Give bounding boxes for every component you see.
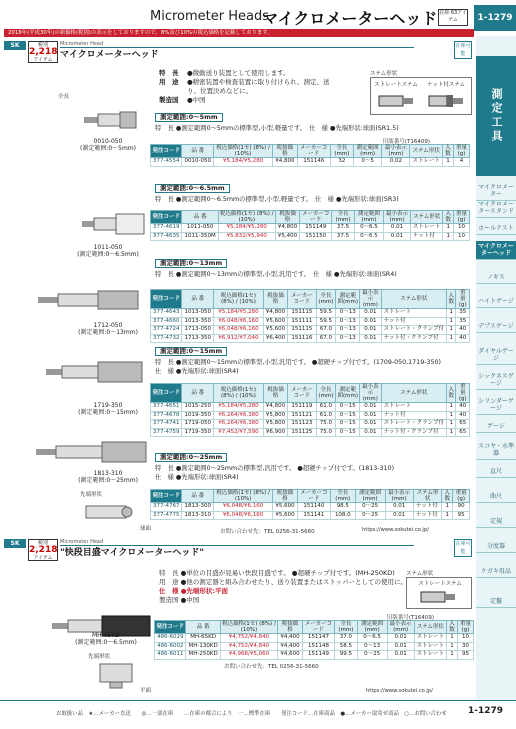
page-ref: 1-1279: [474, 5, 516, 31]
footer-page-number: 1-1279: [468, 706, 504, 716]
group-title: 測定範囲:0〜15mm: [155, 347, 227, 356]
tip-caption: 球面: [140, 526, 152, 532]
stem-diagram: ストレートステム: [406, 577, 472, 609]
sidebar-item-micrometer[interactable]: マイクロメーター: [476, 182, 516, 201]
sidebar-item-caliper[interactable]: ノギス: [476, 272, 516, 284]
group-0-6.5mm: [0, 184, 470, 244]
table-row[interactable]: 377-4660 1013-350 ¥6,048/¥6,160 ¥5,600 151111 59.5 0〜13 0.01 ナット付 1 35: [151, 317, 470, 326]
group-title: 測定範囲:0〜25mm: [155, 453, 227, 462]
group-title: 測定範囲:0〜13mm: [155, 259, 227, 268]
sidebar-item-curved-rule[interactable]: 曲尺: [476, 491, 516, 503]
sidebar-item-hole-test[interactable]: ホールテスト: [476, 223, 516, 235]
table-row[interactable]: 377-4759 1719-350 ¥7,452/¥7,590 ¥6,900 151125 75.0 0〜15 0.01 ナット付・クランプ付 1 65: [151, 428, 470, 437]
stock-status-badge: 在庫可能: [455, 43, 471, 57]
table-header-row: 発注コード 品 番 税込価格(1セ) (8%) / (10%) 税抜価格 メーカーコード 全長(mm) 測定範囲(mm) 最小表示(mm) ステム形状 入数 重量(g): [151, 384, 470, 403]
stem-shapes-icon: [371, 88, 471, 116]
price-badge: 税別 2,218 アイテム: [29, 540, 58, 561]
table-row[interactable]: 377-4775 1813-310 ¥6,048/¥6,160 ¥5,600 151141 108.0 0〜25 0.01 ナット付 1 95: [151, 511, 470, 520]
product-table: [150, 383, 470, 437]
group-0-13mm: [0, 259, 470, 344]
stock-status-badge: 在庫可能: [455, 541, 471, 555]
sidebar-item-height-gauge[interactable]: ハイトゲージ: [476, 296, 516, 308]
brand-logo: SK: [4, 539, 26, 548]
group-spec: 特 長 ●測定範囲0〜13mmの標準型,小型,汎用です。 仕 様 ●先端形状:球面(SR4): [155, 271, 397, 278]
table-header-row: 発注コード 品 番 税込価格(1セ) (8%) / (10%) 税抜価格 メーカーコード 全長(mm) 測定範囲(mm) 最小表示(mm) ステム形状 入数 重量(g): [151, 145, 470, 158]
group-spec-2: 仕 様 ●先端形状:球面(SR4): [155, 368, 239, 375]
table-row[interactable]: 486-6002 MH-130KD ¥4,752/¥4,840 ¥4,400 151148 58.5 0〜13 0.01 ストレート 1 30: [155, 642, 474, 651]
stem-diagram-title: ステム形状: [370, 71, 398, 77]
group-0-25mm: [0, 453, 470, 543]
group-spec: 特 長 ●測定範囲0〜25mmの標準型,汎用です。 ●超硬チップ付です。(1813-310): [155, 465, 395, 472]
sidebar-item-square-level[interactable]: スコヤ・水準器: [476, 441, 516, 460]
web-link[interactable]: https://www.sokutei.co.jp/: [366, 688, 433, 694]
old-number-note: 旧版番号(T16409): [382, 139, 430, 145]
table-row[interactable]: 377-4732 1713-350 ¥6,912/¥7,040 ¥6,400 151116 67.0 0〜13 0.01 ナット付・クランプ付 1 40: [151, 334, 470, 343]
notice-bar: 2018年(平成30年)の新価格(税別)の表示をしておりますので、8%及び10%の税込価格を記載しております。: [4, 29, 474, 37]
group-spec-2: 仕 様 ●先端形状:球面(SR4): [155, 474, 239, 481]
table-header-row: 発注コード 品 番 税込価格(1セ) (8%) / (10%) 税抜価格 メーカーコード 全長(mm) 測定範囲(mm) 最小表示(mm) ステム形状 入数 重量(g): [151, 290, 470, 309]
spec-block: 特 長 ●微動送り装置として使用します。 用 途 ●精密装置や検査装置に取り付けられ、測定、送り、位置決めなどに。 製造国 ●中国: [159, 69, 330, 104]
web-link[interactable]: https://www.sokutei.co.jp/: [362, 527, 429, 533]
overall-length-label: 全長: [58, 94, 70, 100]
product-table: [154, 620, 474, 660]
group-spec: 特 長 ●測定範囲0〜15mmの標準型,小型,汎用です。 ●超硬チップ付です。(1709-050,1719-350): [155, 359, 441, 366]
sidebar-item-surface-plate[interactable]: 定盤: [476, 596, 516, 608]
image-caption: MH-65KD (測定範囲:0〜6.5mm): [75, 632, 137, 646]
stem-diagram-title: ステム形状: [406, 571, 434, 577]
group-0-5mm: [0, 113, 470, 173]
sidebar-item-protractor[interactable]: 分度器: [476, 541, 516, 553]
sidebar-item-cylinder-gauge[interactable]: シリンダーゲージ: [476, 396, 516, 415]
sidebar-item-ruler[interactable]: 定規: [476, 516, 516, 528]
footer-legend: お取扱い品 ★…メーカー直送 ◎…一部在庫 …在庫の都合により 一…標準在庫 発注コード…在庫商品 ●…メーカー取寄せ商品 ○…お問い合わせ: [56, 711, 447, 717]
tip-shape-label: 先端形状: [88, 654, 111, 660]
stock-badge: 在庫 63アイテム: [438, 9, 468, 26]
sidebar-item-thickness-gauge[interactable]: シックネスゲージ: [476, 371, 516, 390]
tip-caption: 平面: [140, 688, 152, 694]
group-spec: 特 長 ●測定範囲0〜5mmの標準型,小型,軽量です。 仕 様 ●先端形状:球面(SR1.5): [155, 125, 399, 132]
table-row[interactable]: 377-4554 0010-050 ¥5,184/¥5,280 ¥4,800 151146 32 0〜5 0.02 ストレート 1 4: [151, 158, 470, 167]
title-jp: マイクロメーターヘッド: [262, 9, 438, 28]
page-footer: [0, 700, 516, 729]
table-row[interactable]: 377-4643 1013-050 ¥5,184/¥5,280 ¥4,800 151115 59.5 0〜13 0.01 ストレート 1 35: [151, 309, 470, 318]
sidebar-item-gauge[interactable]: ゲージ: [476, 421, 516, 433]
table-row[interactable]: 377-4741 1719-050 ¥6,264/¥6,380 ¥5,800 151123 75.0 0〜15 0.01 ストレート・クランプ付 1 65: [151, 420, 470, 429]
group-0-15mm: [0, 347, 470, 439]
table-row[interactable]: 377-4619 1011-050 ¥5,184/¥5,280 ¥4,800 151149 37.5 0〜6.5 0.01 ストレート 1 10: [151, 224, 470, 233]
sidebar-item-straight-rule[interactable]: 直尺: [476, 466, 516, 478]
image-caption: 1813-310 (測定範囲:0〜25mm): [78, 470, 138, 484]
contact-tel: お問い合わせ先：TEL 0256-31-5660: [224, 664, 319, 670]
contact-tel: お問い合わせ先：TEL 0256-31-5660: [220, 529, 315, 535]
table-header-row: 発注コード 品 番 税込価格(1セ) (8%) / (10%) 税抜価格 メーカーコード 全長(mm) 測定範囲(mm) 最小表示(mm) ステム形状 入数 重量(g): [151, 490, 470, 503]
tip-shape-label: 先端形状: [80, 492, 103, 498]
group-spec: 特 長 ●測定範囲0〜6.5mmの標準型,小型,軽量です。 仕 様 ●先端形状:球面(SR3): [155, 196, 399, 203]
image-caption: 1712-050 (測定範囲:0〜13mm): [78, 322, 138, 336]
table-row[interactable]: 377-4651 1015-250 ¥5,184/¥5,280 ¥4,800 151119 61.0 0〜15 0.01 ストレート 1 40: [151, 403, 470, 412]
sidebar-item-marking-tools[interactable]: ケガキ用品: [476, 566, 516, 578]
title-en: Micrometer Heads: [150, 9, 269, 24]
product-table: [150, 489, 470, 520]
sidebar-item-depth-gauge[interactable]: デプスゲージ: [476, 321, 516, 333]
stem-shape-icon: [407, 588, 471, 608]
product-table: [150, 289, 470, 343]
sidebar-item-dial-gauge[interactable]: ダイヤルゲージ: [476, 346, 516, 365]
product-table: [150, 210, 470, 241]
table-row[interactable]: 486-6011 MH-250KD ¥4,968/¥5,060 ¥4,600 151149 99.5 0〜25 0.01 ストレート 1 95: [155, 651, 474, 660]
category-label: 測定工具: [476, 56, 516, 176]
tip-shape-icon: [96, 660, 136, 692]
sidebar-item-micrometer-head[interactable]: マイクロメーターヘッド: [476, 241, 516, 260]
price-badge: 税別 2,218 アイテム: [29, 42, 58, 63]
group-title: 測定範囲:0〜6.5mm: [155, 184, 230, 193]
table-row[interactable]: 377-4767 1813-300 ¥6,048/¥6,160 ¥5,600 151140 98.5 0〜25 0.01 ナット付 1 90: [151, 503, 470, 512]
sidebar-item-micrometer-stand[interactable]: マイクロメータースタンド: [476, 199, 516, 218]
category-sidebar: [476, 36, 516, 700]
table-row[interactable]: 377-4678 1019-350 ¥6,264/¥6,380 ¥5,800 151121 61.0 0〜15 0.01 ナット付 1 40: [151, 411, 470, 420]
table-header-row: 発注コード 品 番 税込価格(1セ) (8%) / (10%) 税抜価格 メーカーコード 全長(mm) 測定範囲(mm) 最小表示(mm) ステム形状 入数 重量(g): [155, 621, 474, 634]
image-caption: 1719-350 (測定範囲:0〜15mm): [78, 402, 138, 416]
table-row[interactable]: 377-4724 1713-050 ¥6,048/¥6,160 ¥5,600 151115 67.0 0〜13 0.01 ストレート・クランプ付 1 40: [151, 326, 470, 335]
table-header-row: 発注コード 品 番 税込価格(1セ) (8%) / (10%) 税抜価格 メーカーコード 全長(mm) 測定範囲(mm) 最小表示(mm) ステム形状 入数 重量(g): [151, 211, 470, 224]
product-table: [150, 144, 470, 167]
image-caption: 0010-050 (測定範囲:0〜5mm): [79, 138, 137, 152]
spec-block: 特 長 ●単位の目盛が見易い快段目盛です。 ●超硬チップ付です。(MH-250KD) 用 途 ●他の測定器と組み合わせたり、送り装置またはストッパーとしての使用に。 仕 様 ●先端形状:平面 製造国 ●中国: [159, 569, 408, 604]
stem-diagram: ストレートステム ナット付ステム: [370, 77, 472, 115]
table-row[interactable]: 377-4635 1011-350M ¥5,832/¥5,940 ¥5,400 151150 37.5 0〜6.5 0.01 ナット付 1 10: [151, 232, 470, 241]
image-caption: 1011-050 (測定範囲:0〜6.5mm): [77, 244, 139, 258]
brand-logo: SK: [4, 41, 26, 50]
group-title: 測定範囲:0〜5mm: [155, 113, 223, 122]
section-heading: Micrometer Head マイクロメーターヘッド: [60, 41, 414, 63]
section-heading: Micrometer Head "快段目盛マイクロメーターヘッド": [60, 539, 414, 561]
old-number-note: 旧版番号(T16409): [386, 615, 434, 621]
table-row[interactable]: 486-6029 MH-65KD ¥4,752/¥4,840 ¥4,400 151147 37.0 0〜6.5 0.01 ストレート 1 10: [155, 634, 474, 643]
